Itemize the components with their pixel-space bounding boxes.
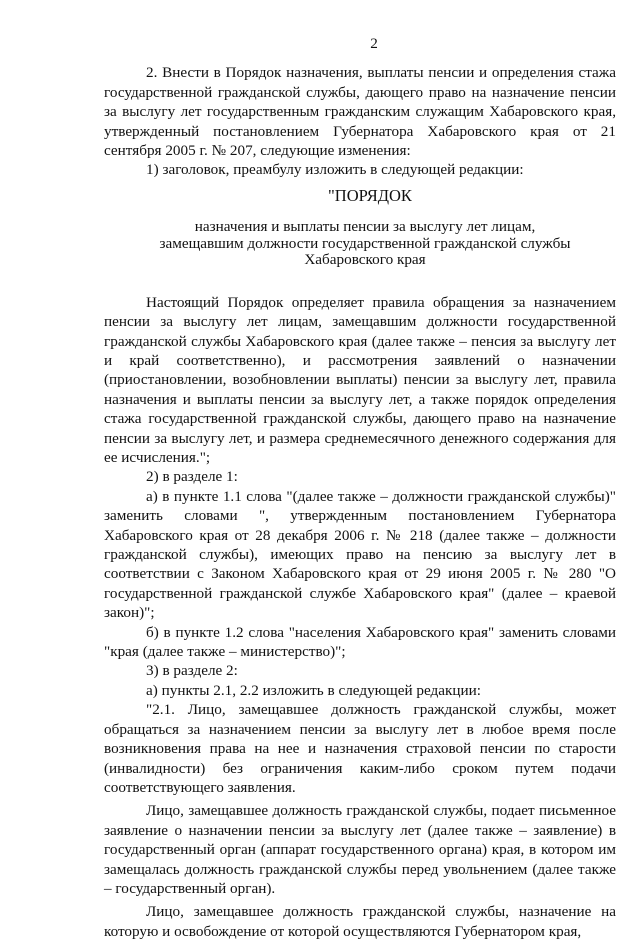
- page-number: 2: [370, 35, 378, 52]
- paragraph-amendment-intro: 2. Внести в Порядок назначения, выплаты пенсии и определения стажа государственной гражданской службы, дающего право на назначение пенсии за выслугу лет государственным гражданским служащим Хабаровского края, утвержденный постановлением Губернатора Хабаровского края от 21 сентября 2005 г. № 207, следующие изменения:: [104, 64, 616, 160]
- order-title: "ПОРЯДОК: [328, 185, 412, 205]
- paragraph-item-1: 1) заголовок, преамбулу изложить в следующей редакции:: [146, 161, 524, 179]
- order-subtitle: [104, 219, 616, 269]
- paragraph-items-2-1-2-2: а) пункты 2.1, 2.2 изложить в следующей редакции:: [146, 681, 481, 699]
- paragraph-item-1-1: а) в пункте 1.1 слова "(далее также – должности гражданской службы)" заменить словами ", утвержденным постановлением Губернатора Хабаровского края от 28 декабря 2006 г. № 218 (далее также – должности гражданской службы), имеющих право на пенсию за выслугу лет в соответствии с Законом Хабаровского края от 29 июня 2005 г. № 280 "О государственной гражданской службе Хабаровского края" (далее – краевой закон)";: [104, 487, 616, 622]
- paragraph-application: Лицо, замещавшее должность гражданской службы, подает письменное заявление о назначении пенсии за выслугу лет (далее также – заявление) в государственный орган (аппарат государственного органа) края, в котором им замещалась должность гражданской службы перед увольнением (далее также – государственный орган).: [104, 802, 616, 897]
- paragraph-2-1: "2.1. Лицо, замещавшее должность гражданской службы, может обращаться за назначением пенсии за выслугу лет в любое время после возникновения права на нее и назначения страховой пенсии по старости (инвалидности) без ограничения каким-либо сроком путем подачи соответствующего заявления.: [104, 701, 616, 796]
- subtitle-line: замещавшим должности государственной гражданской службы: [159, 234, 571, 252]
- subtitle-line: назначения и выплаты пенсии за выслугу лет лицам,: [194, 218, 536, 236]
- paragraph-section-1: 2) в разделе 1:: [146, 468, 238, 486]
- paragraph-item-1-2: б) в пункте 1.2 слова "населения Хабаровского края" заменить словами "края (далее также – министерство)";: [104, 623, 616, 661]
- paragraph-preamble: Настоящий Порядок определяет правила обращения за назначением пенсии за выслугу лет лицам, замещавшим должности государственной гражданской службы Хабаровского края (далее также – пенсия за выслугу лет и край соответственно), и рассмотрения заявлений о назначении (приостановлении, возобновлении выплаты) пенсии за выслугу лет, правила назначения и выплаты пенсии за выслугу лет, а также порядок определения стажа государственной гражданской службы, дающего право на назначение пенсии за выслугу лет, и размера среднемесячного денежного содержания для ее исчисления.";: [104, 293, 616, 466]
- subtitle-line: Хабаровского края: [304, 251, 426, 269]
- paragraph-section-2: 3) в разделе 2:: [146, 662, 238, 680]
- paragraph-governor: Лицо, замещавшее должность гражданской службы, назначение на которую и освобождение от которой осуществляются Губернатором края,: [104, 903, 616, 940]
